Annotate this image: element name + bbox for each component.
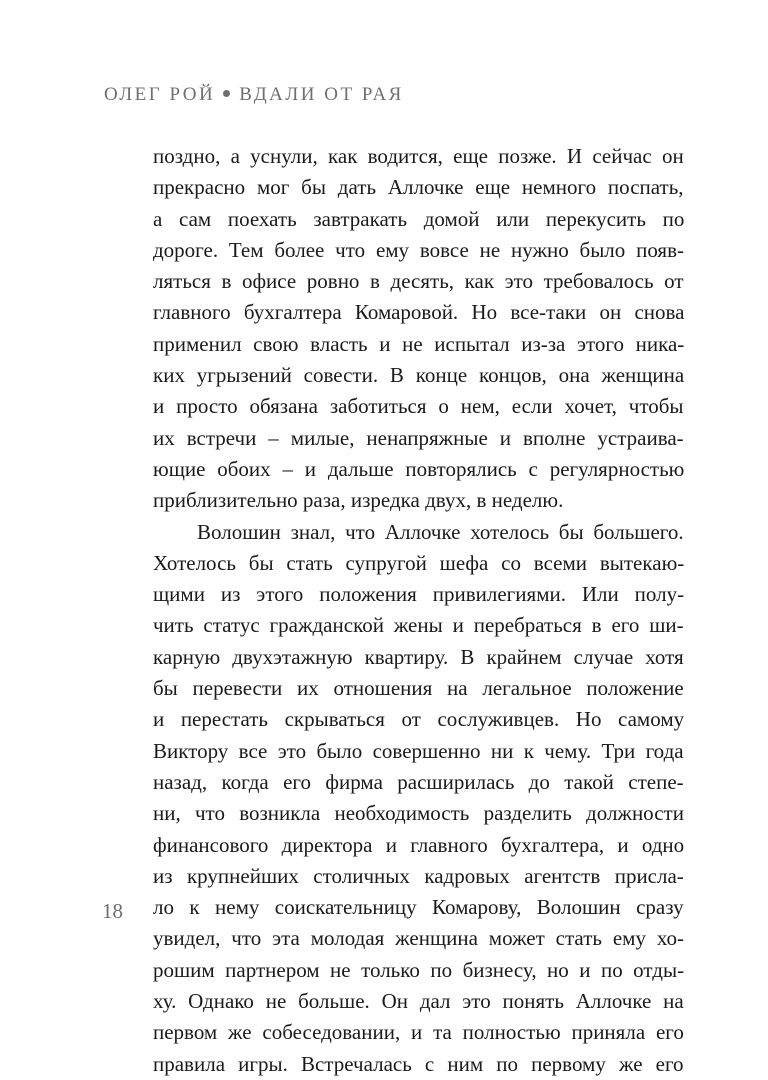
text-line: приблизительно раза, изредка двух, в неделю. [153, 488, 564, 513]
text-line: поздно, а уснули, как водится, еще позже. И сейчас он [153, 144, 684, 168]
text-line: правила игры. Встречалась с ним по первому же его [153, 1051, 684, 1076]
text-line: прекрасно мог бы дать Аллочке еще немного поспать, [153, 175, 684, 200]
text-line: Волошин знал, что Аллочке хотелось бы большего. [197, 519, 684, 544]
text-line: финансового директора и главного бухгалтера, и одно [153, 832, 685, 857]
text-line: ляться в офисе ровно в десять, как это требовалось от [153, 269, 684, 294]
text-line: главного бухгалтера Комаровой. Но все-таки он снова [153, 300, 685, 325]
text-line: ких угрызений совести. В конце концов, она женщина [153, 363, 685, 388]
author-name: ОЛЕГ РОЙ [104, 84, 216, 105]
text-line: чить статус гражданской жены и перебраться в его ши- [153, 613, 684, 638]
page-number: 18 [102, 899, 123, 923]
text-line: рошим партнером не только по бизнесу, но и по отды- [153, 957, 685, 982]
text-line: и просто обязана заботиться о нем, если хочет, чтобы [153, 394, 684, 419]
text-line: назад, когда его фирма расширилась до такой степе- [153, 769, 684, 794]
text-line: применил свою власть и не испытал из-за этого ника- [153, 331, 685, 356]
body-text [153, 141, 684, 1080]
text-line: увидел, что эта молодая женщина может стать ему хо- [153, 926, 685, 951]
text-line: ху. Однако не больше. Он дал это понять Аллочке на [153, 989, 684, 1014]
running-head [104, 84, 404, 106]
book-title: ВДАЛИ ОТ РАЯ [239, 84, 404, 105]
text-line: щими из этого положения привилегиями. Или полу- [153, 582, 685, 607]
text-line: первом же собеседовании, и та полностью приняла его [153, 1020, 684, 1045]
text-line: дороге. Тем более что ему вовсе не нужно было появ- [153, 237, 684, 262]
text-line: их встречи – милые, ненапряжные и вполне устраива- [153, 425, 684, 450]
text-line: ющие обоих – и дальше повторялись с регулярностью [153, 456, 685, 481]
text-line: Виктору все это было совершенно ни к чему. Три года [153, 738, 684, 763]
text-line: а сам поехать завтракать домой или перекусить по [153, 206, 685, 231]
text-line: ни, что возникла необходимость разделить должности [153, 801, 684, 826]
text-line: и перестать скрываться от сослуживцев. Но самому [153, 707, 685, 732]
text-line: Хотелось бы стать супругой шефа со всеми вытекаю- [153, 550, 685, 575]
text-line: из крупнейших столичных кадровых агентств присла- [153, 863, 684, 888]
bullet-separator [223, 90, 230, 97]
text-line: карную двухэтажную квартиру. В крайнем случае хотя [153, 644, 684, 669]
text-line: бы перевести их отношения на легальное положение [153, 676, 684, 701]
text-line: ло к нему соискательницу Комарову, Волошин сразу [153, 895, 684, 920]
